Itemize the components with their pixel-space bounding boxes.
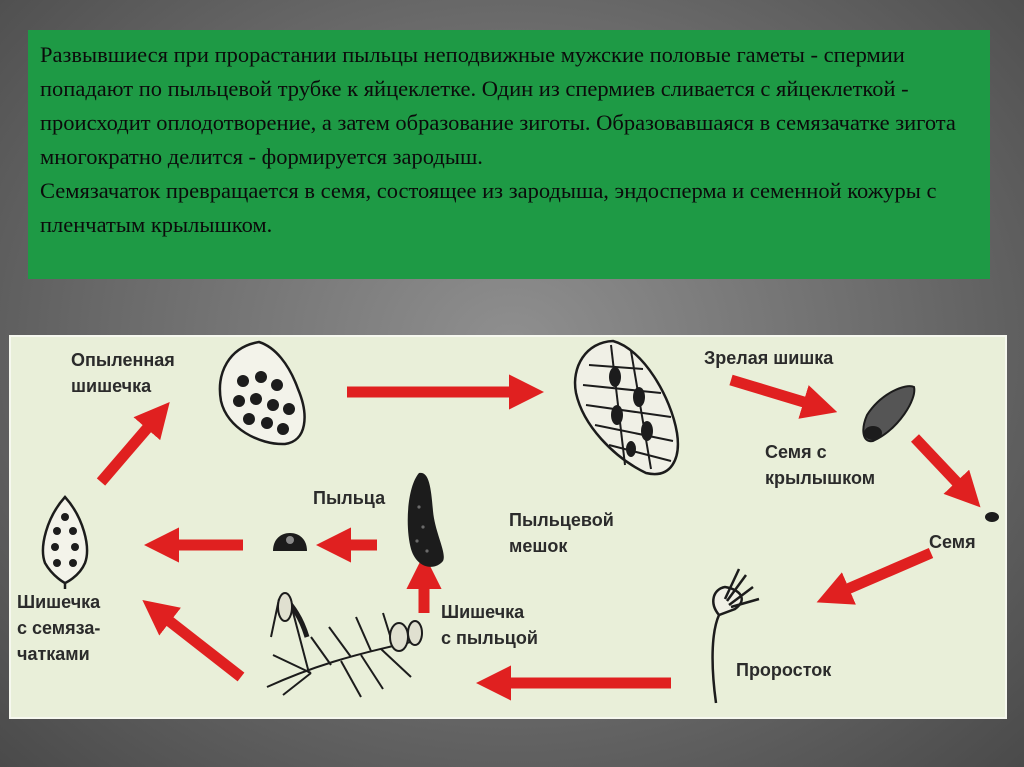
pine-branch-illustration — [267, 593, 422, 697]
arrow-seed-to-sprout — [836, 553, 931, 594]
label-sprout: Проросток — [736, 660, 832, 680]
pollen-sac-illustration — [408, 473, 444, 567]
description-text-box — [28, 30, 990, 279]
label-winged-seed: Семя с крылышком — [765, 442, 876, 488]
pine-life-cycle-diagram — [9, 335, 1007, 719]
label-mature-cone: Зрелая шишка — [704, 348, 834, 368]
label-pollen-sac: Пыльцевой мешок — [509, 510, 614, 556]
label-pollinated-cone: Опыленная шишечка — [71, 350, 175, 396]
winged-seed-illustration — [863, 386, 914, 441]
arrow-mature-to-winged-seed — [731, 380, 817, 406]
arrow-pine-to-ovule-cone — [159, 613, 241, 677]
label-seed: Семя — [929, 532, 976, 552]
description-paragraph-1: Развывшиеся при прорастании пыльцы неподвижные мужские половые гаметы - спермии попадают по пыльцевой трубке к яйцеклетке. Один из спермиев сливается с яйцеклеткой - происходит оплодотворение, а затем образование зиготы. Образовавшаяся в семязачатке зигота многократно делится - формируется зародыш. — [40, 42, 956, 169]
arrow-winged-to-seed — [915, 438, 966, 492]
description-paragraph-2: Семязачаток превращается в семя, состоящее из зародыша, эндосперма и семенной кожуры с пленчатым крылышком. — [40, 178, 937, 237]
ovule-cone-illustration — [43, 497, 87, 589]
label-pollen: Пыльца — [313, 488, 386, 508]
pollen-grain-illustration — [273, 533, 307, 551]
label-pollen-cone: Шишечка с пыльцой — [441, 602, 538, 648]
label-ovule-cone: Шишечка с семяза- чатками — [17, 592, 101, 664]
seed-illustration — [985, 512, 999, 522]
mature-cone-illustration — [575, 341, 678, 474]
arrow-ovule-to-pollinated — [101, 418, 156, 482]
pollinated-cone-illustration — [220, 342, 305, 444]
